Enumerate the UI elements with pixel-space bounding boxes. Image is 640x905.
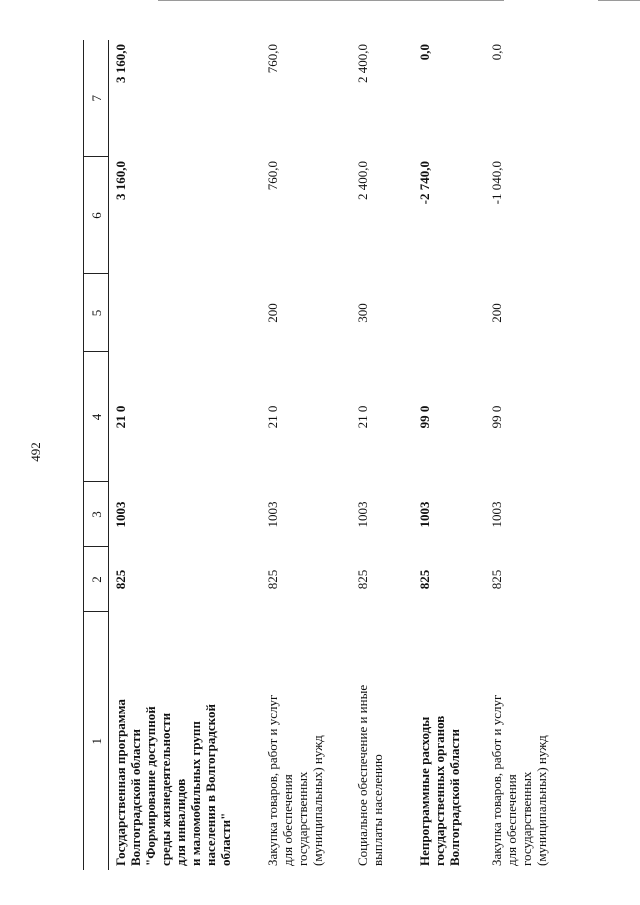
cell-change: -2 740,0 [417, 161, 432, 205]
cell-total: 0,0 [489, 44, 504, 61]
row-name-line: населения в Волгоградской [203, 704, 218, 866]
cell-section: 1003 [355, 501, 370, 528]
col-header-7: 7 [84, 40, 109, 157]
col-header-3: 3 [84, 482, 109, 547]
col-header-5: 5 [84, 274, 109, 352]
row-name [265, 612, 355, 870]
cell-section: 1003 [113, 501, 128, 528]
cell-ministry: 825 [489, 569, 504, 590]
row-name-line: Закупка товаров, работ и услуг [489, 694, 504, 866]
cell-section: 1003 [417, 501, 432, 528]
cell-total: 3 160,0 [113, 44, 128, 83]
row-name-line: "Формирование доступной [143, 706, 158, 866]
row-name-line: Социальное обеспечение и иные [355, 684, 370, 866]
col-header-1: 1 [84, 612, 109, 870]
row-name-line: области" [218, 812, 233, 866]
table-row [109, 40, 266, 870]
row-name-line: государственных [295, 771, 310, 866]
table-row [489, 40, 599, 870]
page-number: 492 [28, 442, 43, 462]
cell-ministry: 825 [265, 569, 280, 590]
cell-target: 21 0 [265, 405, 280, 429]
row-name-line: выплаты населению [370, 754, 385, 866]
row-name-line: Волгоградской области [128, 728, 143, 866]
row-name-line: для обеспечения [280, 774, 295, 866]
row-name [489, 612, 599, 870]
cell-section: 1003 [265, 501, 280, 528]
cell-expense-type: 200 [265, 303, 280, 323]
row-name-line: Непрограммные расходы [417, 716, 432, 866]
row-name-line: Волгоградской области [447, 728, 462, 866]
row-name-line: Закупка товаров, работ и услуг [265, 694, 280, 866]
row-name-line: и маломобильных групп [188, 721, 203, 866]
cell-expense-type [417, 274, 489, 352]
cell-change: -1 040,0 [489, 161, 504, 205]
cell-change: 3 160,0 [113, 161, 128, 200]
cell-total: 2 400,0 [355, 44, 370, 83]
cell-target: 21 0 [113, 405, 128, 429]
row-name [109, 612, 266, 870]
cell-ministry: 825 [113, 569, 128, 590]
budget-table [83, 40, 599, 870]
row-name-line: среды жизнедеятельности [158, 712, 173, 866]
table-row [265, 40, 355, 870]
cell-total: 760,0 [265, 44, 280, 74]
row-name [417, 612, 489, 870]
row-name-line: (муниципальных) нужд [534, 735, 549, 866]
cell-ministry: 825 [417, 569, 432, 590]
header-row [84, 40, 109, 870]
row-name-line: государственных [519, 771, 534, 866]
cell-change: 760,0 [265, 161, 280, 191]
cell-ministry: 825 [355, 569, 370, 590]
top-rule-left [158, 0, 504, 1]
cell-total: 0,0 [417, 44, 432, 61]
cell-target: 99 0 [489, 405, 504, 429]
cell-change: 2 400,0 [355, 161, 370, 200]
row-name-line: (муниципальных) нужд [310, 735, 325, 866]
row-name-line: Государственная программа [113, 699, 128, 866]
rotated-table-wrapper [83, 40, 623, 870]
cell-expense-type [109, 274, 266, 352]
col-header-6: 6 [84, 157, 109, 274]
table-row [355, 40, 417, 870]
row-name-line: государственных органов [432, 715, 447, 866]
cell-section: 1003 [489, 501, 504, 528]
cell-target: 21 0 [355, 405, 370, 429]
top-rule-right [598, 0, 640, 1]
cell-expense-type: 300 [355, 303, 370, 323]
table-row [417, 40, 489, 870]
row-name [355, 612, 417, 870]
col-header-4: 4 [84, 352, 109, 482]
row-name-line: для инвалидов [173, 778, 188, 866]
cell-target: 99 0 [417, 405, 432, 429]
cell-expense-type: 200 [489, 303, 504, 323]
row-name-line: для обеспечения [504, 774, 519, 866]
col-header-2: 2 [84, 547, 109, 612]
